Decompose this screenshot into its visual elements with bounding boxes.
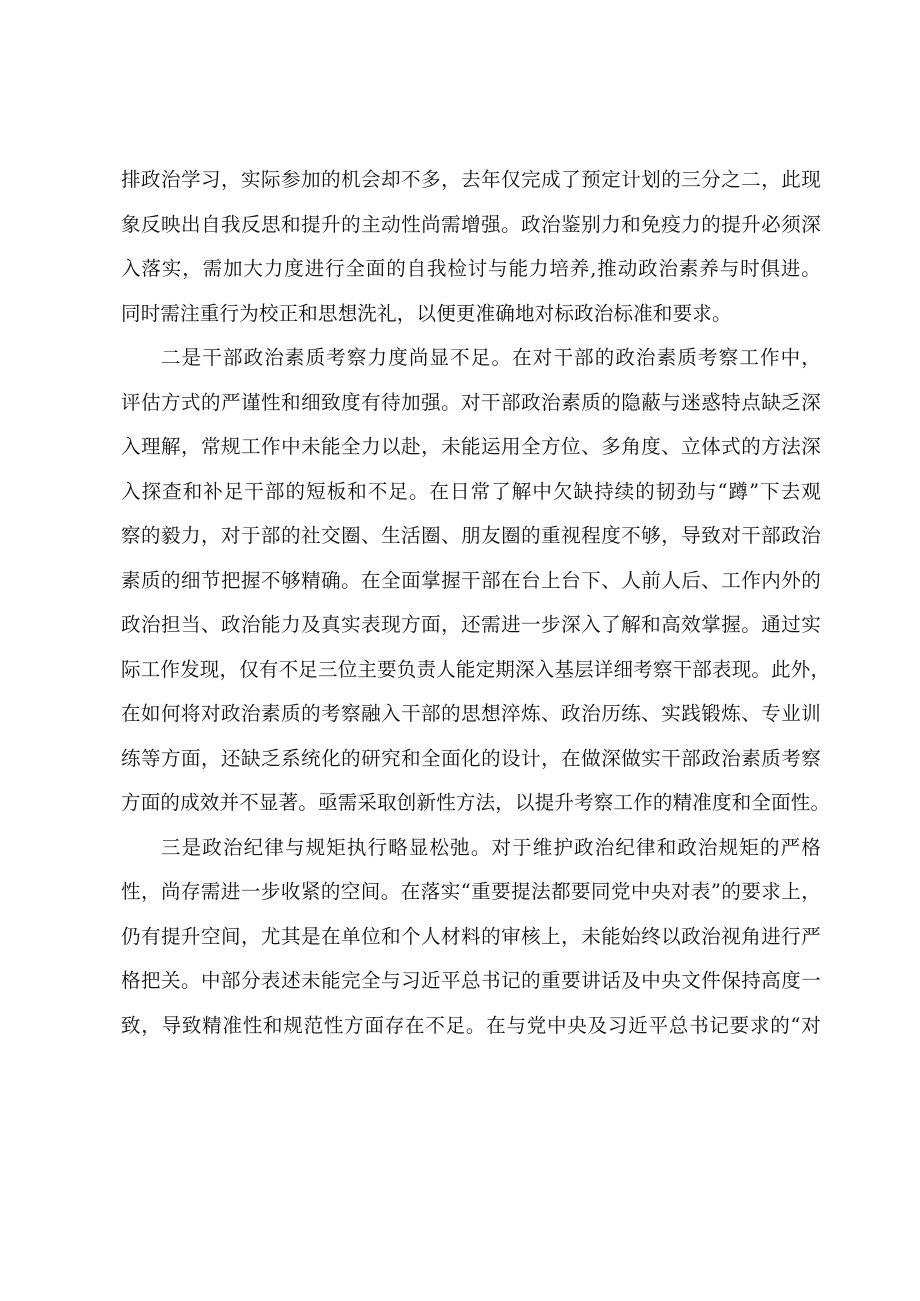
text-line: 格把关。中部分表述未能完全与习近平总书记的重要讲话及中央文件保持高度一	[121, 969, 821, 992]
text-line: 评估方式的严谨性和细致度有待加强。对干部政治素质的隐蔽与迷惑特点缺乏深	[121, 390, 821, 414]
text-line: 致，导致精准性和规范性方面存在不足。在与党中央及习近平总书记要求的“对	[121, 1013, 821, 1037]
text-line: 入探查和补足干部的短板和不足。在日常了解中欠缺持续的韧劲与“蹲”下去观	[121, 479, 821, 503]
text-line: 入理解，常规工作中未能全力以赴，未能运用全方位、多角度、立体式的方法深	[121, 435, 821, 458]
text-line: 性，尚存需进一步收紧的空间。在落实“重要提法都要同党中央对表”的要求上，	[121, 880, 821, 903]
text-line: 素质的细节把握不够精确。在全面掌握干部在台上台下、人前人后、工作内外的	[121, 568, 821, 592]
text-line: 入落实，需加大力度进行全面的自我检讨与能力培养,推动政治素养与时俱进。	[121, 257, 821, 280]
text-line: 二是干部政治素质考察力度尚显不足。在对干部的政治素质考察工作中，	[161, 346, 821, 369]
text-line: 政治担当、政治能力及真实表现方面，还需进一步深入了解和高效掌握。通过实	[121, 613, 821, 636]
document-body	[121, 158, 831, 1048]
text-line: 仍有提升空间，尤其是在单位和个人材料的审核上，未能始终以政治视角进行严	[121, 924, 821, 948]
text-line: 察的毅力，对于部的社交圈、生活圈、朋友圈的重视程度不够，导致对干部政治	[121, 524, 821, 547]
text-line: 排政治学习，实际参加的机会却不多，去年仅完成了预定计划的三分之二，此现	[121, 168, 821, 191]
text-line: 方面的成效并不显著。亟需采取创新性方法，以提升考察工作的精准度和全面性。	[121, 791, 831, 814]
text-line: 象反映出自我反思和提升的主动性尚需增强。政治鉴别力和免疫力的提升必须深	[121, 212, 821, 236]
text-line: 在如何将对政治素质的考察融入干部的思想淬炼、政治历练、实践锻炼、专业训	[121, 702, 821, 725]
text-line: 练等方面，还缺乏系统化的研究和全面化的设计，在做深做实干部政治素质考察	[121, 746, 821, 770]
text-line: 际工作发现，仅有不足三位主要负责人能定期深入基层详细考察干部表现。此外，	[121, 657, 831, 681]
text-line: 三是政治纪律与规矩执行略显松弛。对于维护政治纪律和政治规矩的严格	[161, 835, 821, 859]
text-line: 同时需注重行为校正和思想洗礼，以便更准确地对标政治标准和要求。	[121, 301, 732, 325]
